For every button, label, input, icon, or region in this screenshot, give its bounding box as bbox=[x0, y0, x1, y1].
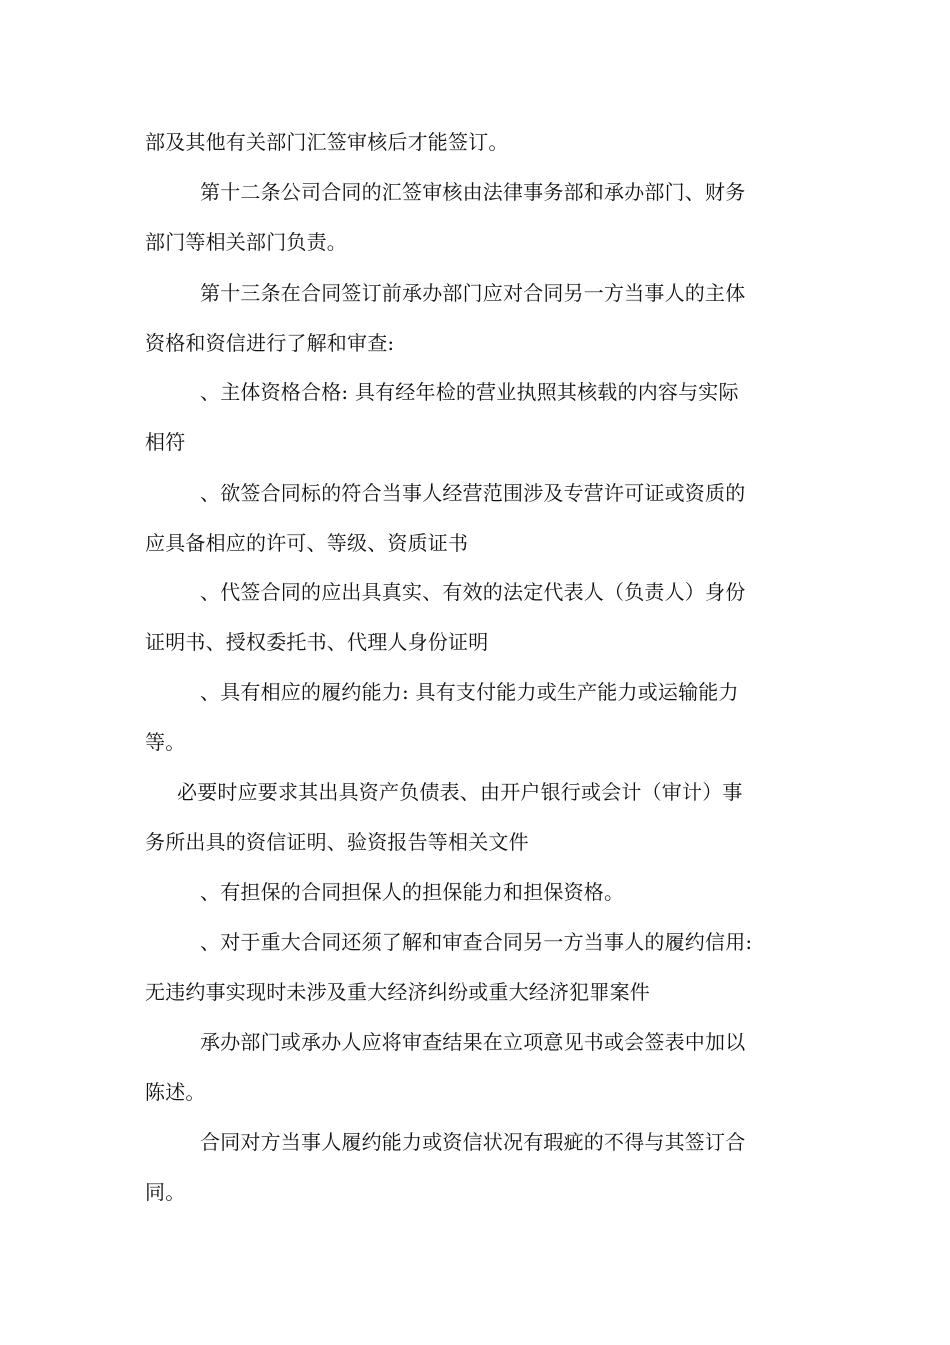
text-line: 无违约事实现时未涉及重大经济纠纷或重大经济犯罪案件 bbox=[145, 980, 650, 1004]
text-line: 、主体资格合格: 具有经年检的营业执照其核载的内容与实际 bbox=[200, 380, 739, 404]
text-line: 等。 bbox=[145, 730, 186, 754]
text-line: 证明书、授权委托书、代理人身份证明 bbox=[145, 630, 489, 654]
text-line: 同。 bbox=[145, 1180, 186, 1204]
text-line: 第十三条在合同签订前承办部门应对合同另一方当事人的主体 bbox=[200, 281, 746, 305]
text-line: 、有担保的合同担保人的担保能力和担保资格。 bbox=[200, 880, 625, 904]
text-line: 、对于重大合同还须了解和审查合同另一方当事人的履约信用: bbox=[200, 930, 753, 954]
text-line: 、具有相应的履约能力: 具有支付能力或生产能力或运输能力 bbox=[200, 680, 739, 704]
text-line: 部门等相关部门负责。 bbox=[145, 230, 347, 254]
text-line: 部及其他有关部门汇签审核后才能签订。 bbox=[145, 130, 509, 154]
text-line: 资格和资信进行了解和审查: bbox=[145, 331, 395, 355]
text-line: 务所出具的资信证明、验资报告等相关文件 bbox=[145, 830, 529, 854]
text-line: 、代签合同的应出具真实、有效的法定代表人（负责人）身份 bbox=[200, 580, 746, 604]
text-line: 第十二条公司合同的汇签审核由法律事务部和承办部门、财务 bbox=[200, 180, 746, 204]
text-line: 相符 bbox=[145, 430, 186, 454]
text-line: 必要时应要求其出具资产负债表、由开户银行或会计（审计）事 bbox=[177, 780, 743, 804]
text-line: 、欲签合同标的符合当事人经营范围涉及专营许可证或资质的 bbox=[200, 481, 746, 505]
text-line: 承办部门或承办人应将审查结果在立项意见书或会签表中加以 bbox=[200, 1030, 746, 1054]
text-line: 应具备相应的许可、等级、资质证书 bbox=[145, 531, 469, 555]
text-line: 陈述。 bbox=[145, 1080, 206, 1104]
text-line: 合同对方当事人履约能力或资信状况有瑕疵的不得与其签订合 bbox=[200, 1130, 746, 1154]
